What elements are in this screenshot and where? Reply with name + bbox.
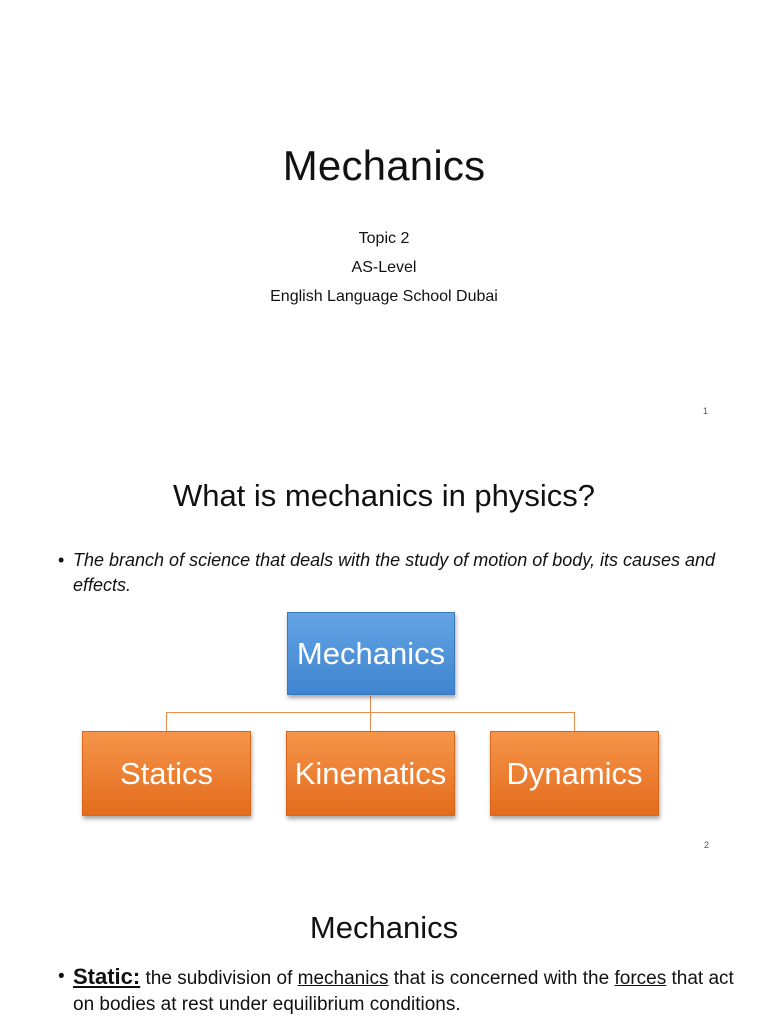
diagram-child-statics: Statics [82, 731, 251, 816]
subtitle-level: AS-Level [351, 259, 417, 276]
bullet-text-part: that is concerned with the [388, 968, 615, 989]
connector-line [166, 712, 167, 731]
bullet-point [58, 548, 718, 598]
subtitle-topic: Topic 2 [358, 230, 410, 247]
connector-line [370, 696, 371, 712]
bullet-text-part: the subdivision of [140, 968, 298, 989]
slide-title: What is mechanics in physics? [172, 478, 596, 513]
diagram-root-mechanics: Mechanics [287, 612, 455, 695]
static-definition-slide [0, 860, 768, 1024]
bullet-text: The branch of science that deals with the study of motion of body, its causes and effects. [73, 550, 716, 595]
definition-slide [0, 430, 768, 860]
bullet-text [58, 964, 738, 1018]
slide-title: Mechanics [309, 910, 459, 945]
connector-line [574, 712, 575, 731]
diagram-child-kinematics: Kinematics [286, 731, 455, 816]
bullet-icon: • [58, 550, 65, 570]
mechanics-link[interactable]: mechanics [297, 968, 389, 989]
forces-link[interactable]: forces [614, 968, 667, 989]
bullet-icon: • [58, 966, 65, 987]
diagram-child-dynamics: Dynamics [490, 731, 659, 816]
term-static: Static: [73, 964, 141, 989]
subtitle-school: English Language School Dubai [270, 288, 498, 305]
bullet-text-part: that act on bodies at rest under equilibrium conditions. [73, 968, 734, 1015]
slide-number: 2 [704, 840, 710, 850]
slide-number: 1 [703, 406, 709, 416]
presentation-title: Mechanics [282, 142, 486, 189]
title-slide [0, 0, 768, 430]
connector-line [370, 712, 371, 731]
bullet-point [58, 964, 738, 1018]
